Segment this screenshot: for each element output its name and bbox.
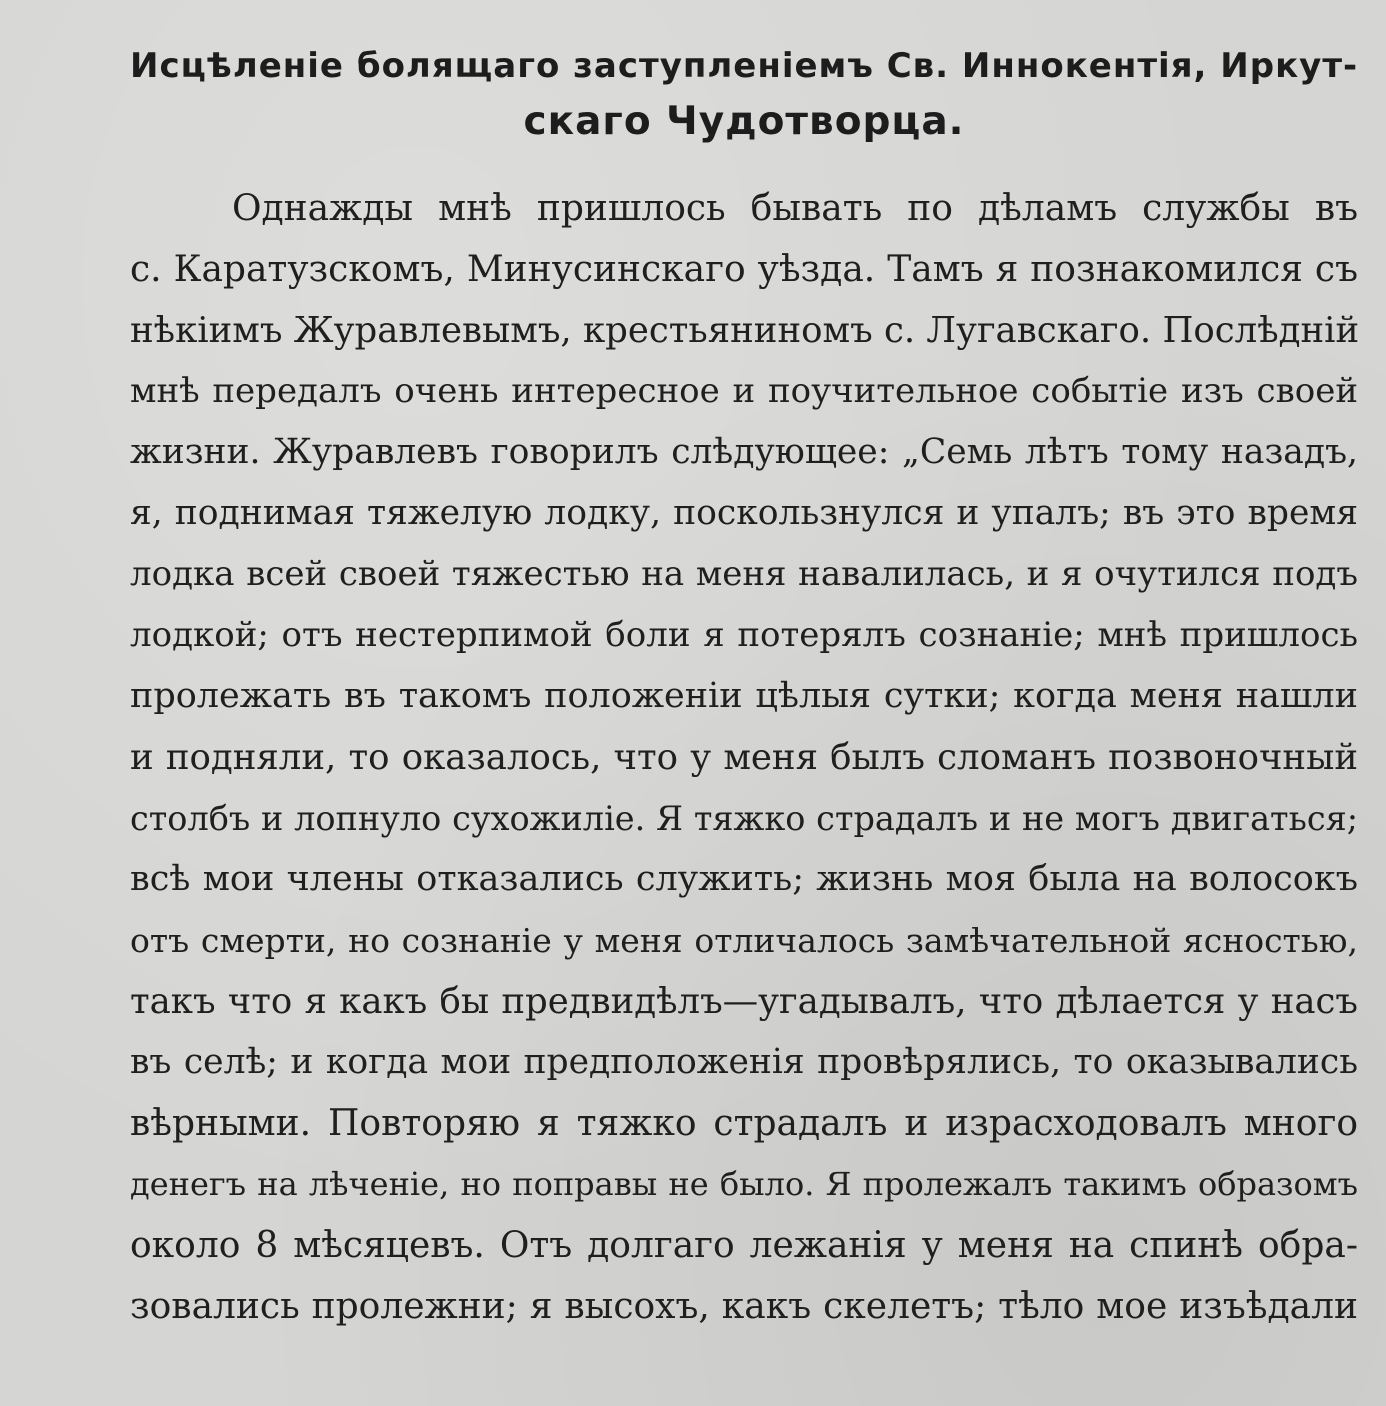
text-line: такъ что я какъ бы предвидѣлъ—угадывалъ, что дѣлается у насъ <box>130 981 1358 1022</box>
text-line: нѣкіимъ Журавлевымъ, крестьяниномъ с. Лугавскаго. Послѣдній <box>130 310 1360 351</box>
title-line-1: Исцѣленіе болящаго заступленіемъ Св. Иннокентія, Иркут- <box>130 46 1359 86</box>
text-line: с. Каратузскомъ, Минусинскаго уѣзда. Тамъ я познакомился съ <box>130 249 1358 290</box>
text-line: пролежать въ такомъ положеніи цѣлыя сутки; когда меня нашли <box>130 676 1358 716</box>
text-line: и подняли, то оказалось, что у меня былъ сломанъ позвоночный <box>130 737 1358 778</box>
text-line: денегъ на лѣченіе, но поправы не было. Я пролежалъ такимъ образомъ <box>130 1165 1358 1203</box>
title-line-2: скаго Чудотворца. <box>523 99 965 144</box>
text-line: зовались пролежни; я высохъ, какъ скелетъ; тѣло мое изъѣдали <box>130 1286 1358 1327</box>
text-line: отъ смерти, но сознаніе у меня отличалось замѣчательной ясностью, <box>130 921 1358 960</box>
text-line: столбъ и лопнуло сухожиліе. Я тяжко страдалъ и не могъ двигаться; <box>130 799 1358 838</box>
text-line: мнѣ передалъ очень интересное и поучительное событіе изъ своей <box>130 371 1358 411</box>
body-text <box>130 178 1358 1337</box>
text-line: всѣ мои члены отказались служить; жизнь моя была на волосокъ <box>130 859 1358 899</box>
text-line: лодка всей своей тяжестью на меня навалилась, и я очутился подъ <box>130 554 1358 594</box>
text-line: Однажды мнѣ пришлось бывать по дѣламъ службы въ <box>232 188 1358 229</box>
text-line: въ селѣ; и когда мои предположенія провѣрялись, то оказывались <box>130 1042 1358 1082</box>
text-line: я, поднимая тяжелую лодку, поскользнулся и упалъ; въ это время <box>130 493 1358 533</box>
text-line: вѣрными. Повторяю я тяжко страдалъ и израсходовалъ много <box>130 1103 1358 1144</box>
text-line: жизни. Журавлевъ говорилъ слѣдующее: „Семь лѣтъ тому назадъ, <box>130 432 1358 472</box>
text-line: около 8 мѣсяцевъ. Отъ долгаго лежанія у меня на спинѣ обра- <box>130 1225 1358 1266</box>
page-title <box>130 38 1358 150</box>
text-line: лодкой; отъ нестерпимой боли я потерялъ сознаніе; мнѣ пришлось <box>130 615 1358 655</box>
